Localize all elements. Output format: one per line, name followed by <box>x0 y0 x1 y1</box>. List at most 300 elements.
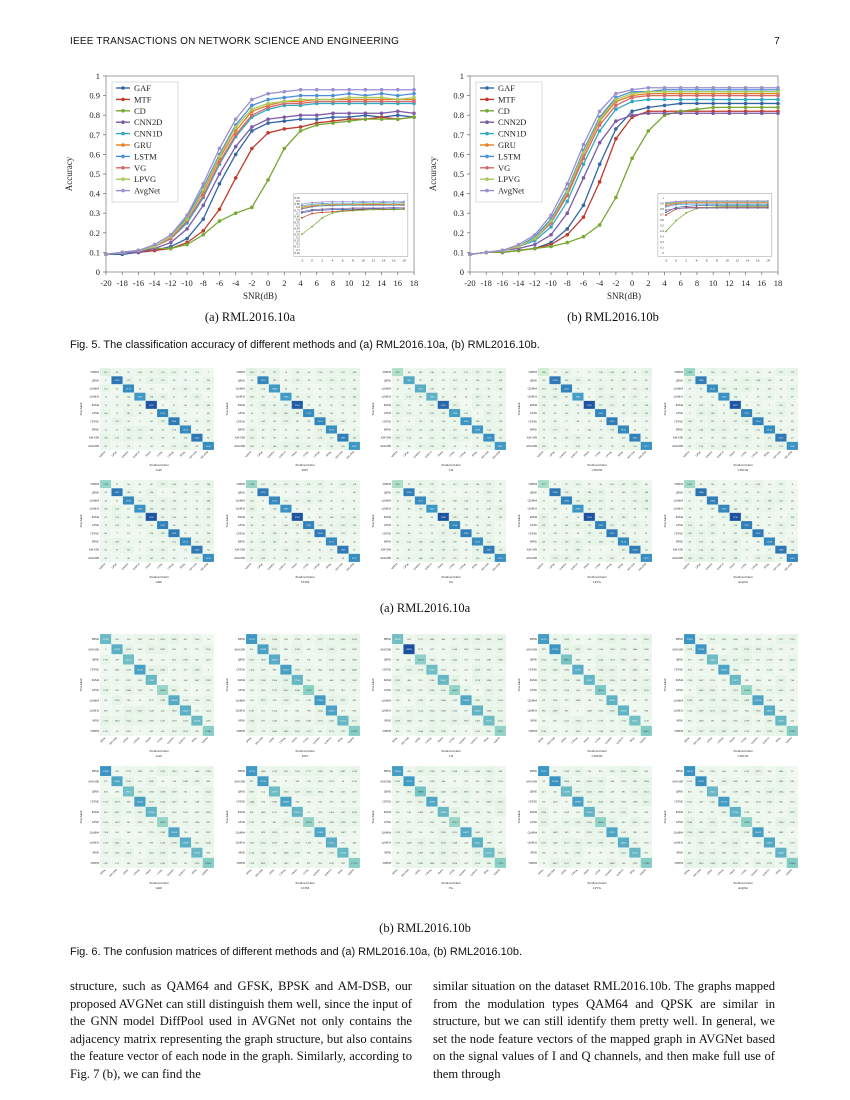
cm-col-label: QAM64 <box>312 736 321 745</box>
cm-cell-value: 1989 <box>486 841 492 845</box>
cm-cell-value: 1349 <box>148 709 154 713</box>
cm-method-name: VG <box>448 580 454 584</box>
page-number: 7 <box>774 36 780 47</box>
cm-cell-value: 20 <box>341 780 345 784</box>
cm-cell-value: 133 <box>756 412 760 415</box>
cm-cell-value: 1819 <box>463 719 469 723</box>
cm-cell-value: 2093 <box>137 507 143 511</box>
legend-marker <box>485 177 489 181</box>
cm-row-label: 8PSK <box>530 719 537 723</box>
inset-point <box>716 200 718 202</box>
cm-cell-value: 118 <box>318 412 322 415</box>
data-point-cd <box>776 106 780 110</box>
cm-cell-value: 156 <box>249 436 254 440</box>
cm-cell-value: 190 <box>306 499 311 503</box>
cm-cell-value: 155 <box>172 371 176 374</box>
cm-cell-value: 134 <box>733 395 738 399</box>
cm-row-label: QPSK <box>383 790 391 794</box>
cm-cell-value: 853 <box>183 800 188 804</box>
cm-cell-value: 134 <box>261 387 265 391</box>
cm-col-label: PAM4 <box>729 736 737 744</box>
cm-cell-value: 1274 <box>609 658 615 662</box>
cm-cell-value: 49 <box>779 507 783 511</box>
cm-cell-value: 70 <box>553 371 557 374</box>
data-point-lpvg <box>250 108 254 112</box>
confusion-matrix-gru <box>80 480 218 586</box>
cm-cell-value: 1121 <box>586 648 592 652</box>
cm-cell-value: 58 <box>453 444 456 448</box>
cm-cell-value: 99 <box>273 436 276 440</box>
cm-row-label: QPSK <box>91 379 99 383</box>
cm-cell-value: 67 <box>396 515 399 519</box>
x-tick-label: -12 <box>165 278 177 288</box>
cm-cell-value: 17604 <box>205 729 212 733</box>
cm-cell-value: 108 <box>172 515 176 519</box>
cm-cell-value: 2079 <box>114 800 120 804</box>
cm-cell-value: 159 <box>430 483 434 486</box>
cm-cell-value: 1597 <box>632 658 638 662</box>
cm-cell-value: 500 <box>541 371 546 374</box>
data-point-gaf <box>201 217 205 221</box>
x-tick-label: -2 <box>612 278 620 288</box>
cm-cell-value: 173 <box>610 403 614 407</box>
inset-point <box>332 208 334 210</box>
cm-cell-value: 206 <box>744 678 749 682</box>
cm-cell-value: 14 <box>768 483 771 486</box>
data-point-mtf <box>201 229 205 233</box>
cm-cell-value: 902 <box>395 668 400 672</box>
cm-cell-value: 2055 <box>160 638 166 641</box>
cm-cell-value: 1572 <box>205 800 211 804</box>
cm-cell-value: 81 <box>161 678 164 682</box>
cm-cell-value: 1383 <box>351 678 357 682</box>
cm-col-label: AM-SSB <box>772 562 782 572</box>
cm-cell-value: 2510 <box>440 403 446 407</box>
data-point-gaf <box>614 127 618 131</box>
inset-point <box>311 226 313 228</box>
cm-row-label: QAM64 <box>235 831 245 835</box>
cm-cell-value: 114 <box>452 379 457 383</box>
cm-cell-value: 626 <box>699 668 703 672</box>
data-point-cd <box>614 196 618 200</box>
cm-cell-value: 1999 <box>755 648 761 652</box>
cm-cell-value: 19612 <box>563 658 570 662</box>
cm-cell-value: 1095 <box>205 719 211 723</box>
cm-cell-value: 694 <box>744 638 749 641</box>
cm-col-label: GFSK <box>448 868 456 876</box>
cm-cell-value: 157 <box>138 499 142 503</box>
cm-cell-value: 173 <box>295 379 300 383</box>
cm-cell-value: 1719 <box>329 831 334 835</box>
cm-row-label: GFSK <box>383 524 391 528</box>
cm-cell-value: 2191 <box>283 678 289 682</box>
cm-true-label-axis: True label <box>371 402 375 416</box>
cm-col-label: AM-DSB <box>783 450 794 460</box>
cm-cell-value: 5 <box>543 491 545 495</box>
cm-cell-value: 163 <box>295 861 300 865</box>
x-tick-label: 10 <box>708 278 718 288</box>
cm-cell-value: 190 <box>621 515 626 519</box>
cm-cell-value: 170 <box>329 379 334 383</box>
data-point-cnn2d <box>533 243 537 247</box>
data-point-cd <box>218 219 222 223</box>
data-point-lpvg <box>728 90 732 94</box>
legend-label: VG <box>498 162 511 173</box>
cm-cell-value: 123 <box>318 524 322 527</box>
cm-cell-value: 25 <box>476 491 479 495</box>
cm-cell-value: 565 <box>318 841 322 845</box>
data-point-cnn2d <box>630 113 634 117</box>
cm-col-label: QAM16 <box>716 450 725 459</box>
cm-cell-value: 497 <box>464 851 468 855</box>
cm-row-label: CPFSK <box>674 420 683 424</box>
cm-col-label: QAM64 <box>704 450 714 459</box>
cm-cell-value: 1157 <box>429 648 435 652</box>
y-tick-label: 0.5 <box>89 169 100 179</box>
cm-method-name: VG <box>448 886 454 890</box>
confusion-matrix-cnn2d <box>518 368 656 474</box>
cm-cell-value: 71 <box>318 556 322 560</box>
cm-cell-value: 47 <box>791 436 794 440</box>
cm-cell-value: 16029 <box>451 689 458 692</box>
inset-x-tick-label: 10 <box>725 258 729 263</box>
legend-label: GRU <box>498 140 516 150</box>
cm-cell-value: 206 <box>295 800 300 804</box>
cm-cell-value: 108 <box>553 507 557 511</box>
cm-row-label: WBFM <box>90 371 99 375</box>
cm-cell-value: 2449 <box>249 800 255 804</box>
data-point-vg <box>347 100 351 104</box>
cm-row-label: PAM4 <box>237 678 245 682</box>
cm-cell-value: 102 <box>767 387 772 391</box>
cm-cell-value: 4 <box>308 515 310 519</box>
cm-cell-value: 14 <box>138 387 142 391</box>
cm-row-label: AM-SSB <box>672 548 683 552</box>
cm-cell-value: 37 <box>553 499 557 503</box>
cm-col-label: WBFM <box>347 736 356 745</box>
cm-cell-value: 187 <box>610 395 614 399</box>
cm-cell-value: 101 <box>295 483 300 486</box>
inset-point <box>393 207 395 209</box>
cm-cell-value: 1001 <box>114 668 120 672</box>
cm-cell-value: 1134 <box>351 780 357 784</box>
cm-cell-value: 1796 <box>294 851 300 855</box>
cm-cell-value: 135 <box>710 532 715 536</box>
cm-cell-value: 1919 <box>137 821 143 824</box>
inset-y-tick-label: 0.3 <box>296 235 300 240</box>
cm-cell-value: 2335 <box>160 770 166 773</box>
data-point-lpvg <box>776 90 780 94</box>
cm-cell-value: 36 <box>396 507 399 511</box>
cm-cell-value: 839 <box>587 658 592 662</box>
cm-cell-value: 1365 <box>294 770 300 773</box>
inset-point <box>383 209 385 211</box>
cm-cell-value: 1260 <box>406 851 412 855</box>
inset-point <box>342 203 344 205</box>
data-point-cd <box>598 223 602 227</box>
cm-cell-value: 1054 <box>755 678 761 682</box>
data-point-lstm <box>331 94 335 98</box>
cm-cell-value: 2206 <box>148 780 154 784</box>
cm-row-label: AM-SSB <box>526 548 537 552</box>
y-tick-label: 1 <box>95 71 100 81</box>
cm-cell-value: 58 <box>396 851 399 855</box>
cm-cell-value: 176 <box>284 420 288 424</box>
data-point-cd <box>201 233 205 237</box>
cm-cell-value: 1 <box>139 548 141 552</box>
cm-true-label-axis: True label <box>225 514 229 528</box>
cm-cell-value: 1660 <box>440 709 446 713</box>
cm-cell-value: 78 <box>645 540 648 544</box>
cm-cell-value: 664 <box>487 810 491 814</box>
cm-cell-value: 106 <box>464 483 468 486</box>
data-point-vg <box>250 113 254 117</box>
cm-cell-value: 2162 <box>183 428 188 432</box>
inset-y-tick-label: 0.45 <box>294 226 300 231</box>
cm-cell-value: 179 <box>441 548 446 552</box>
cm-cell-value: 753 <box>452 800 457 804</box>
cm-cell-value: 156 <box>206 379 211 383</box>
cm-cell-value: 136 <box>149 548 154 552</box>
cm-col-label: QAM16 <box>716 562 725 571</box>
inset-point <box>383 203 385 205</box>
cm-cell-value: 928 <box>598 699 603 703</box>
cm-cell-value: 1168 <box>621 678 626 682</box>
cm-cell-value: 1948 <box>486 709 492 713</box>
inset-point <box>321 211 323 213</box>
inset-point <box>757 205 759 207</box>
cm-col-label: PAM4 <box>145 450 153 458</box>
cm-cell-value: 1323 <box>249 821 255 824</box>
cm-cell-value: 146 <box>733 412 738 415</box>
cm-row-label: QAM16 <box>381 841 391 845</box>
cm-cell-value: 2216 <box>160 412 166 415</box>
cm-cell-value: 122 <box>115 861 119 865</box>
cm-cell-value: 1949 <box>452 412 458 415</box>
cm-cell-value: 2394 <box>598 668 604 672</box>
cm-cell-value: 35 <box>430 420 434 424</box>
cm-cell-value: 120 <box>160 540 165 544</box>
cm-row-label: AM-DSB <box>88 556 99 560</box>
cm-row-label: QAM64 <box>235 387 245 391</box>
cm-cell-value: 143 <box>744 532 749 536</box>
cm-cell-value: 138 <box>206 532 211 536</box>
cm-cell-value: 190 <box>710 412 715 415</box>
confusion-matrix-gaf <box>80 368 218 474</box>
cm-cell-value: 61 <box>699 371 703 374</box>
cm-cell-value: 997 <box>249 780 254 784</box>
cm-cell-value: 2076 <box>272 831 277 835</box>
cm-cell-value: 2262 <box>598 524 604 527</box>
cm-cell-value: 1486 <box>440 790 446 794</box>
cm-cell-value: 61 <box>645 532 648 536</box>
cm-method-name: CNN1D <box>737 754 749 758</box>
cm-cell-value: 1738 <box>294 638 300 641</box>
cm-cell-value: 737 <box>395 790 400 794</box>
cm-cell-value: 26 <box>127 371 130 374</box>
cm-cell-value: 34 <box>161 428 164 432</box>
cm-cell-value: 99 <box>734 499 737 503</box>
cm-cell-value: 40 <box>184 403 187 407</box>
cm-cell-value: 175 <box>295 524 300 527</box>
cm-cell-value: 64 <box>610 412 614 415</box>
cm-cell-value: 48 <box>442 507 445 511</box>
cm-cell-value: 191 <box>475 548 480 552</box>
cm-cell-value: 1419 <box>183 699 188 703</box>
cm-cell-value: 189 <box>722 387 726 391</box>
x-tick-label: 6 <box>678 278 683 288</box>
cm-true-label-axis: True label <box>517 810 521 824</box>
data-point-lpvg <box>647 90 651 94</box>
cm-cell-value: 2549 <box>160 831 166 835</box>
cm-cell-value: 18 <box>341 428 345 432</box>
inset-point <box>352 201 354 203</box>
legend-marker <box>485 109 489 113</box>
cm-cell-value: 110 <box>418 548 423 552</box>
cm-cell-value: 1994 <box>205 770 211 773</box>
cm-cell-value: 1551 <box>429 821 435 824</box>
cm-cell-value: 76 <box>195 515 199 519</box>
cm-cell-value: 93 <box>407 548 411 552</box>
cm-cell-value: 24983 <box>428 800 435 804</box>
cm-cell-value: 155 <box>172 412 176 415</box>
cm-cell-value: 116 <box>206 507 211 511</box>
data-point-gaf <box>630 109 634 113</box>
cm-cell-value: 91 <box>588 412 591 415</box>
data-point-avgnet <box>120 251 124 255</box>
cm-row-label: QAM64 <box>89 831 99 835</box>
cm-cell-value: 118 <box>352 483 357 486</box>
cm-cell-value: 48 <box>261 428 265 432</box>
cm-cell-value: 59 <box>307 428 310 432</box>
inset-point <box>403 203 405 205</box>
cm-cell-value: 67 <box>396 395 399 399</box>
data-point-cd <box>315 123 319 127</box>
cm-cell-value: 1178 <box>171 719 177 723</box>
data-point-cd <box>711 106 715 110</box>
cm-cell-value: 1119 <box>452 699 458 703</box>
cm-cell-value: 1176 <box>103 483 109 486</box>
cm-cell-value: 2459 <box>497 638 503 641</box>
data-point-avgnet <box>614 92 618 96</box>
inset-x-tick-label: 12 <box>735 258 740 263</box>
cm-col-label: BPSK <box>99 868 107 876</box>
cm-cell-value: 76 <box>688 491 691 495</box>
cm-cell-value: 1904 <box>272 678 277 682</box>
legend-marker <box>121 86 125 90</box>
inset-point <box>696 207 698 209</box>
cm-cell-value: 946 <box>498 770 503 773</box>
cm-cell-value: 96 <box>407 556 411 560</box>
cm-row-label: 8PSK <box>238 851 245 855</box>
inset-y-tick-label: 0.3 <box>660 234 664 239</box>
cm-col-label: CPFSK <box>459 450 467 459</box>
cm-cell-value: 1741 <box>486 821 492 824</box>
cm-cell-value: 138 <box>430 387 434 391</box>
cm-cell-value: 46 <box>791 420 794 424</box>
cm-cell-value: 623 <box>441 770 446 773</box>
cm-cell-value: 144 <box>103 412 108 415</box>
data-point-avgnet <box>663 86 667 90</box>
cm-row-label: BPSK <box>384 638 391 642</box>
cm-row-label: QPSK <box>237 491 245 495</box>
legend-label: AvgNet <box>134 185 161 196</box>
data-point-mtf <box>283 127 287 131</box>
cm-cell-value: 1763 <box>418 387 423 391</box>
cm-cell-value: 40 <box>127 556 130 560</box>
cm-cell-value: 56 <box>453 507 456 511</box>
cm-cell-value: 2120 <box>486 436 492 440</box>
cm-cell-value: 43 <box>464 491 468 495</box>
cm-cell-value: 1286 <box>575 678 581 682</box>
y-tick-label: 0.4 <box>89 188 100 199</box>
cm-cell-value: 165 <box>395 403 400 407</box>
x-tick-label: 2 <box>646 278 651 288</box>
cm-row-label: PAM4 <box>91 678 99 682</box>
cm-cell-value: 67 <box>150 540 153 544</box>
data-point-lpvg <box>283 100 287 104</box>
cm-cell-value: 1973 <box>260 699 266 703</box>
cm-cell-value: 1177 <box>586 719 592 723</box>
data-point-avgnet <box>396 88 400 92</box>
cm-cell-value: 1232 <box>586 689 592 692</box>
cm-cell-value: 176 <box>744 387 749 391</box>
cm-col-label: GFSK <box>302 868 310 876</box>
cm-col-label: CPFSK <box>132 868 141 877</box>
cm-cell-value: 1841 <box>148 851 154 855</box>
cm-cell-value: 83 <box>442 395 445 399</box>
inset-point <box>301 217 303 219</box>
inset-point <box>675 220 677 222</box>
data-point-vg <box>266 106 270 110</box>
cm-cell-value: 2560 <box>710 689 715 692</box>
cm-cell-value: 98 <box>745 668 748 672</box>
inset-y-tick-label: 0.7 <box>296 211 300 216</box>
legend-label: LPVG <box>498 174 521 185</box>
cm-cell-value: 16733 <box>417 658 424 662</box>
cm-cell-value: 66 <box>622 524 625 527</box>
inset-x-tick-label: 12 <box>371 258 376 263</box>
data-point-avgnet <box>598 109 602 113</box>
cm-cell-value: 106 <box>115 831 119 835</box>
cm-cell-value: 70 <box>499 483 502 486</box>
cm-cell-value: 97 <box>565 483 568 486</box>
inset-y-tick-label: 0 <box>662 250 664 255</box>
cm-cell-value: 19986 <box>417 790 424 794</box>
cm-cell-value: 23 <box>779 395 783 399</box>
cm-cell-value: 53 <box>722 412 726 415</box>
cm-row-label: BPSK <box>384 540 391 544</box>
cm-cell-value: 694 <box>710 668 715 672</box>
cm-cell-value: 630 <box>103 790 108 794</box>
cm-col-label: QPSK <box>694 562 702 570</box>
x-tick-label: -16 <box>132 278 145 288</box>
cm-cell-value: 21 <box>115 483 119 486</box>
cm-cell-value: 22810 <box>474 709 481 713</box>
cm-cell-value: 49 <box>487 515 491 519</box>
cm-cell-value: 83 <box>453 420 456 424</box>
cm-cell-value: 870 <box>418 719 423 723</box>
cm-cell-value: 2111 <box>598 678 604 682</box>
cm-cell-value: 1657 <box>194 841 200 845</box>
cm-cell-value: 561 <box>756 658 760 662</box>
cm-cell-value: 21 <box>542 507 545 511</box>
cm-cell-value: 1457 <box>249 729 255 733</box>
cm-col-label: GFSK <box>156 736 164 744</box>
cm-col-label: WBFM <box>98 562 107 571</box>
data-point-cnn2d <box>695 111 699 115</box>
cm-cell-value: 979 <box>418 689 423 692</box>
